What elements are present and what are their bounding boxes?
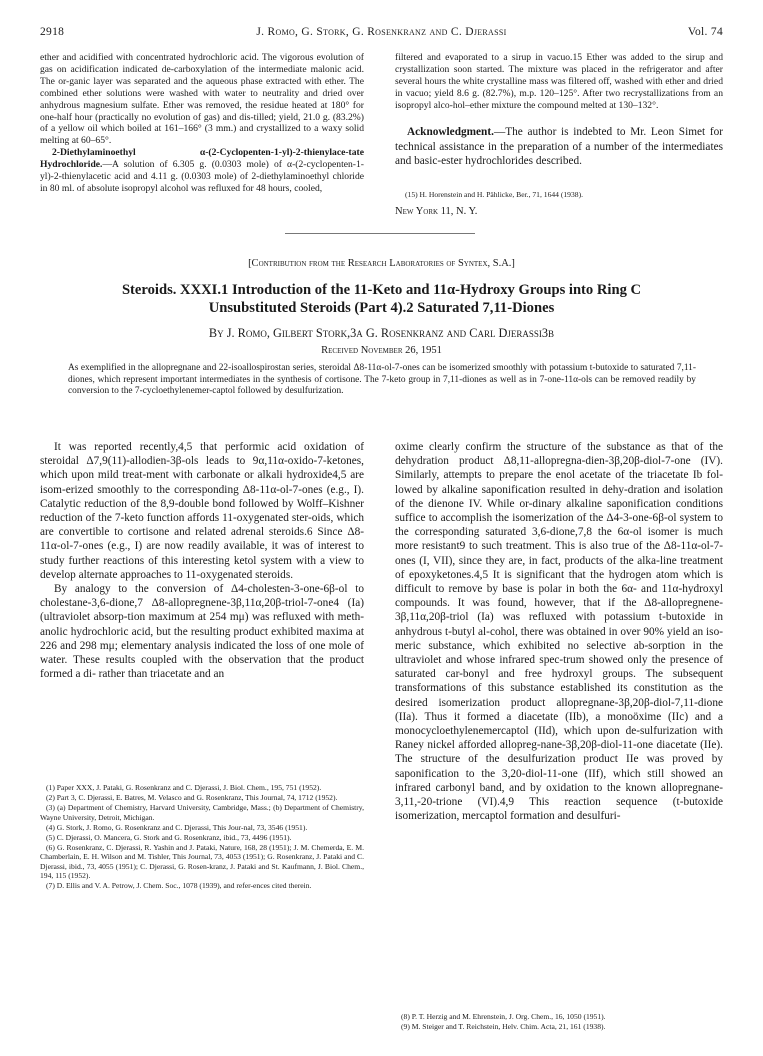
acknowledgment [395, 125, 723, 169]
filtration-paragraph: filtered and evaporated to a sirup in vacuo.15 Ether was added to the sirup and crystallization soon started. The mixture was placed in the refrigerator and after several hours the white crystalline mass was filtered off, washed with ether and dried in vacuo; yield 8.6 g. (82.7%), m.p. 120–125°. After two recrystallizations from an isopropyl alco-hol–ether mixture the compound melted at 130–132°. [395, 52, 723, 111]
footnote-6: (6) G. Rosenkranz, C. Djerassi, R. Yashin and J. Pataki, Nature, 168, 28 (1951); J. M. Chemerda, E. M. Chamberlain, E. H. Wilson and M. Tishler, This Journal, 73, 4053 (1951); G. Rosenkranz, J. Pataki and C. Djerassi, ibid., 73, 4055 (1951); C. Djerassi, G. Rosen-kranz, J. Pataki and St. Kaufmann, J. Biol. Chem., 194, 115 (1952). [40, 842, 364, 880]
article-title [40, 281, 723, 317]
body-paragraph-2: By analogy to the conversion of Δ4-cholesten-3-one-6β-ol to cholestane-3,6-dione,7 Δ8-allopregnene-3β,11α,20β-triol-7-one4 (Ia) (ultraviolet absorp-tion maximum at 254 mμ) was refluxed with meth-anolic hydrochloric acid, but the resulting product exhibited maxima at 226 and 298 mμ; elementary analysis indicated the loss of one mole of water. These results coupled with the observation that the product formed a di- rather than triacetate and an [40, 583, 364, 681]
location: New York 11, N. Y. [395, 206, 478, 217]
section-divider [285, 233, 475, 234]
footnote-8: (8) P. T. Herzig and M. Ehrenstein, J. Org. Chem., 16, 1050 (1951). [401, 1012, 606, 1021]
contribution-line: [Contribution from the Research Laboratories of Syntex, S.A.] [248, 258, 515, 269]
footnote-2: (2) Part 3, C. Djerassi, E. Batres, M. Velasco and G. Rosenkranz, This Journal, 74, 1712 (1952). [46, 793, 338, 802]
article-title-line-1: Steroids. XXXI.1 Introduction of the 11-Keto and 11α-Hydroxy Groups into Ring C [121, 282, 642, 298]
footnote-4: (4) G. Stork, J. Romo, G. Rosenkranz and C. Djerassi, This Jour-nal, 73, 3546 (1951). [46, 822, 308, 832]
footnote-15: (15) H. Horenstein and H. Pählicke, Ber., 71, 1644 (1938). [405, 190, 583, 199]
footnote-5: (5) C. Djerassi, O. Mancera, G. Stork and G. Rosenkranz, ibid., 73, 4496 (1951). [46, 832, 292, 842]
footnote-9: (9) M. Steiger and T. Reichstein, Helv. Chim. Acta, 21, 161 (1938). [401, 1022, 606, 1031]
footnotes-left [40, 783, 364, 891]
body-paragraph-3: oxime clearly confirm the structure of the substance as that of the dehydration product Δ8,11-allopregna-dien-3β,20β-diol-7-one (IV). Similarly, attempts to prepare the enol acetate of the triacetate Ib fol-lowed by alkaline saponification resulted in dehy-dration and isolation of the dienone IV. While or-dinary alkaline saponification conditions suffice to accomplish the isomerization of the Δ4-3-one-6β-ol system to the corresponding saturated 3,6-dione,7,8 the 6α-ol isomer is much more resistant9 to such treatment. This is also true of the Δ8-11α-ol-7-ones (I, VII), since they are, in fact, products of the alka-line treatment of epoxyketones.4,5 It is significant that the hydrogen atom which is difficult to remove by base is polar in both the 6α- and 11α-hydroxyl compounds. It was found, however, that if the Δ8-allopregnene-3β,11α,20β-triol (Ia) was refluxed with potassium t-butoxide in anhydrous t-butyl al-cohol, there was obtained in over 90% yield an iso-meric substance, which exhibited no selective ab-sorption in the ultraviolet and whose infrared spec-trum showed only the presence of saturated car-bonyl and free hydroxyl groups. The subsequent transformations of this substance established its constitution as the desired isomerization product allopregnane-3β,20β-diol-7,11-dione (IIa). Thus it formed a diacetate (IIb), a monoöxime (IIc) and a monocycloethylenemercaptol (IId), which upon de-sulfurization with Raney nickel afforded allopreg-nane-3β,20β-diol-11-one diacetate (IIe). The structure of the desulfurization product IIe was proved by saponification to the 3,20-diol-11-one (IIf), which still showed an infrared carbonyl band, and by oxidation to the known allopregnane-3,11,-20-trione (VI).4,9 This reaction sequence (t-butoxide isomerization, mercaptol formation and desulfuri- [395, 441, 723, 823]
abstract: As exemplified in the allopregnane and 22-isoallospirostan series, steroidal Δ8-11α-ol-7-ones can be isomerized smoothly with potassium t-butoxide to saturated 7,11-diones, which represent important intermediates in the synthesis of cortisone. The 7-keto group in 7,11-diones as well as in 7-one-11α-ols can be removed readily by conversion to the 7-cycloethylenemer-captol followed by desulfurization. [68, 363, 696, 397]
article-authors: By J. Romo, Gilbert Stork,3a G. Rosenkranz and Carl Djerassi3b [208, 326, 555, 340]
body-paragraph-1: It was reported recently,4,5 that performic acid oxidation of steroidal Δ7,9(11)-allodien-3β-ols leads to 9α,11α-oxido-7-ketones, which upon mild treat-ment with carbonate or alkali hydroxide4,5 are isom-erized smoothly to the corresponding Δ8-11α-ol-7-ones (e.g., I). Catalytic reduction of the 8,9-double bond followed by Wolff–Kishner reduction of the 7-keto function affords 11-oxygenated ster-oids, which are convertible to cortisone and related adrenal steroids.6 Since Δ8-11α-ol-7-ones (e.g., I) are now readily available, it was of interest to study further reactions of this interesting ketol system with a view to develop alternate approaches to 11-oxygenated steroids. [40, 441, 364, 581]
footnote-3: (3) (a) Department of Chemistry, Harvard University, Cambridge, Mass.; (b) Department of Chemistry, Wayne University, Detroit, Michigan. [40, 803, 364, 822]
compound-text: —A solution of 6.305 g. (0.0303 mole) of α-(2-cyclopenten-1-yl)-2-thienylacetic acid and 4.11 g. (0.0303 mole) of 2-diethylaminoethyl chloride in 80 ml. of absolute isopropyl alcohol was refluxed for 48 hours, cooled, [40, 159, 364, 194]
acknowledgment-text: —The author is indebted to Mr. Leon Simet for technical assistance in the preparation of a number of the intermediates and basic-ester hydrochlorides described. [395, 126, 723, 168]
experimental-paragraph: ether and acidified with concentrated hydrochloric acid. The vigorous evolution of gas on acidification indicated de-carboxylation of the intermediate malonic acid. The or-ganic layer was separated and the aqueous phase extracted with ether. The combined ether solutions were washed with water to neutrality and dried over anhydrous magnesium sulfate. Ether was removed, the residue heated at 180° for one-half hour (practically no evolution of gas) and dis-tilled; yield, 21.0 g. (83.2%) of a yellow oil which boiled at 161–166° (3 mm.) and crystallized to a waxy solid melting at 60–65°. [40, 52, 364, 147]
footnote-1: (1) Paper XXX, J. Pataki, G. Rosenkranz and C. Djerassi, J. Biol. Chem., 195, 751 (1952). [46, 783, 322, 792]
acknowledgment-heading: Acknowledgment. [407, 126, 494, 138]
top-right-column [395, 52, 723, 112]
article-title-line-2: Unsubstituted Steroids (Part 4).2 Saturated 7,11-Diones [208, 300, 555, 316]
page-number: 2918 [40, 26, 65, 38]
running-title: J. Romo, G. Stork, G. Rosenkranz and C. Djerassi [256, 26, 507, 38]
footnotes-right [395, 1012, 723, 1032]
footnote-7: (7) D. Ellis and V. A. Petrow, J. Chem. Soc., 1078 (1939), and refer-ences cited therein. [46, 881, 312, 890]
body-right-column [395, 440, 723, 823]
received-date: Received November 26, 1951 [321, 345, 442, 356]
top-left-column [40, 52, 364, 195]
compound-paragraph [40, 147, 364, 195]
volume-label: Vol. 74 [687, 26, 723, 38]
body-left-column [40, 440, 364, 681]
compound-title: 2-Diethylaminoethyl α-(2-Cyclopenten-1-yl)-2-thienylace-tate Hydrochloride. [40, 147, 364, 171]
